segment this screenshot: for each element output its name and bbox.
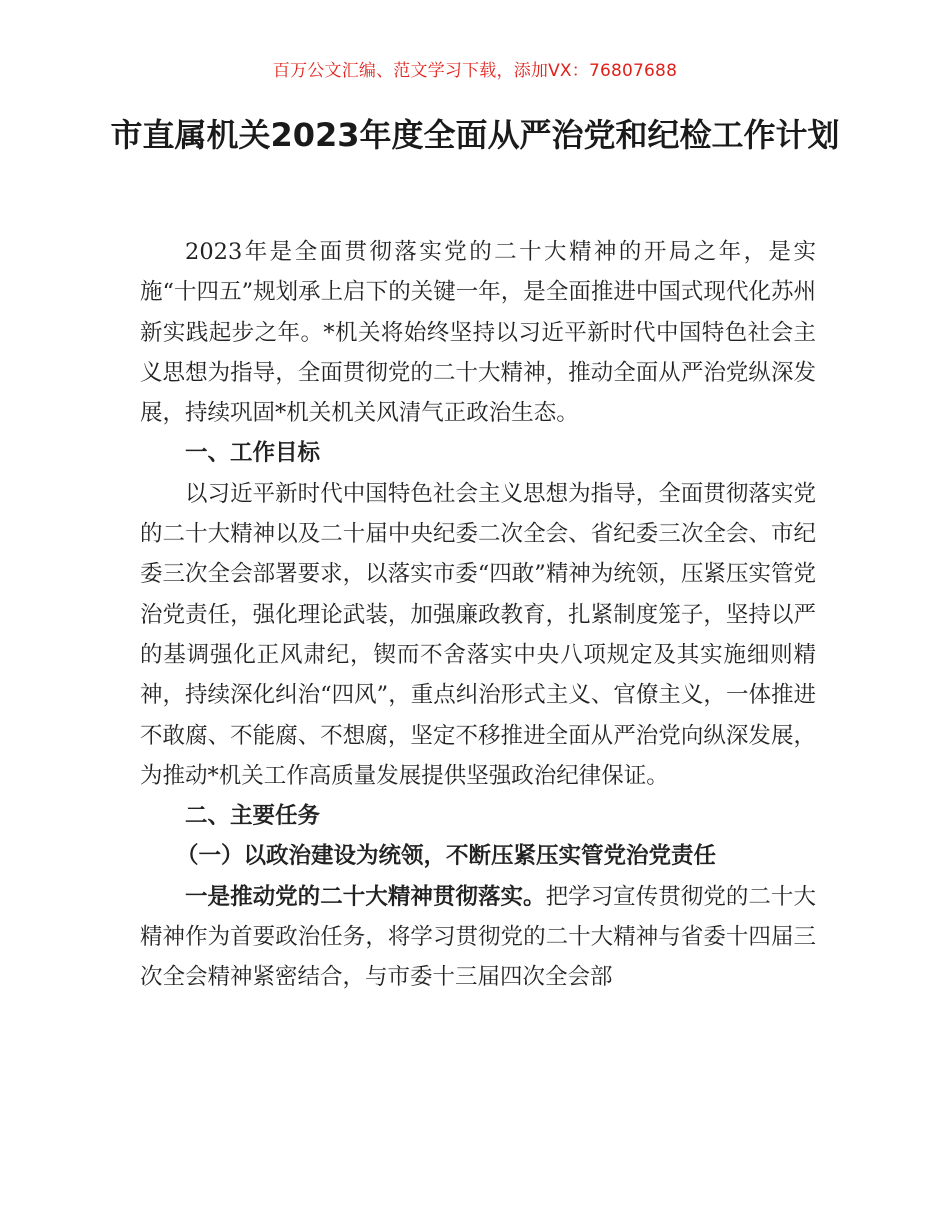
document-title: 市直属机关2023年度全面从严治党和纪检工作计划 xyxy=(110,116,840,154)
item-body-text: 把学习宣传贯彻党的二十大精神作为首要政治任务，将学习贯彻党的二十大精神与省委十四届三次全会精神紧密结合，与市委十三届四次全会部 xyxy=(140,883,816,991)
item-lead-text: 一是推动党的二十大精神贯彻落实。 xyxy=(185,883,546,910)
subsection-heading-political: （一）以政治建设为统领，不断压紧压实管党治党责任 xyxy=(176,843,717,870)
intro-paragraph: 2023年是全面贯彻落实党的二十大精神的开局之年，是实施“十四五”规划承上启下的关键一年，是全面推进中国式现代化苏州新实践起步之年。*机关将始终坚持以习近平新时代中国特色社会主义思想为指导，全面贯彻党的二十大精神，推动全面从严治党纵深发展，持续巩固*机关机关风清气正政治生态。 xyxy=(140,239,816,427)
section-heading-tasks: 二、主要任务 xyxy=(185,803,321,830)
goals-paragraph: 以习近平新时代中国特色社会主义思想为指导，全面贯彻落实党的二十大精神以及二十届中央纪委二次全会、省纪委三次全会、市纪委三次全会部署要求，以落实市委“四敢”精神为统领，压紧压实管党治党责任，强化理论武装，加强廉政教育，扎紧制度笼子，坚持以严的基调强化正风肃纪，锲而不舍落实中央八项规定及其实施细则精神，持续深化纠治“四风”，重点纠治形式主义、官僚主义，一体推进不敢腐、不能腐、不想腐，坚定不移推进全面从严治党向纵深发展，为推动*机关工作高质量发展提供坚强政治纪律保证。 xyxy=(140,480,816,789)
header-watermark-note: 百万公文汇编、范文学习下载，添加VX：76807688 xyxy=(272,61,678,81)
item-paragraph-1 xyxy=(140,877,816,998)
document-body xyxy=(140,232,816,998)
section-heading-goals: 一、工作目标 xyxy=(185,440,321,467)
